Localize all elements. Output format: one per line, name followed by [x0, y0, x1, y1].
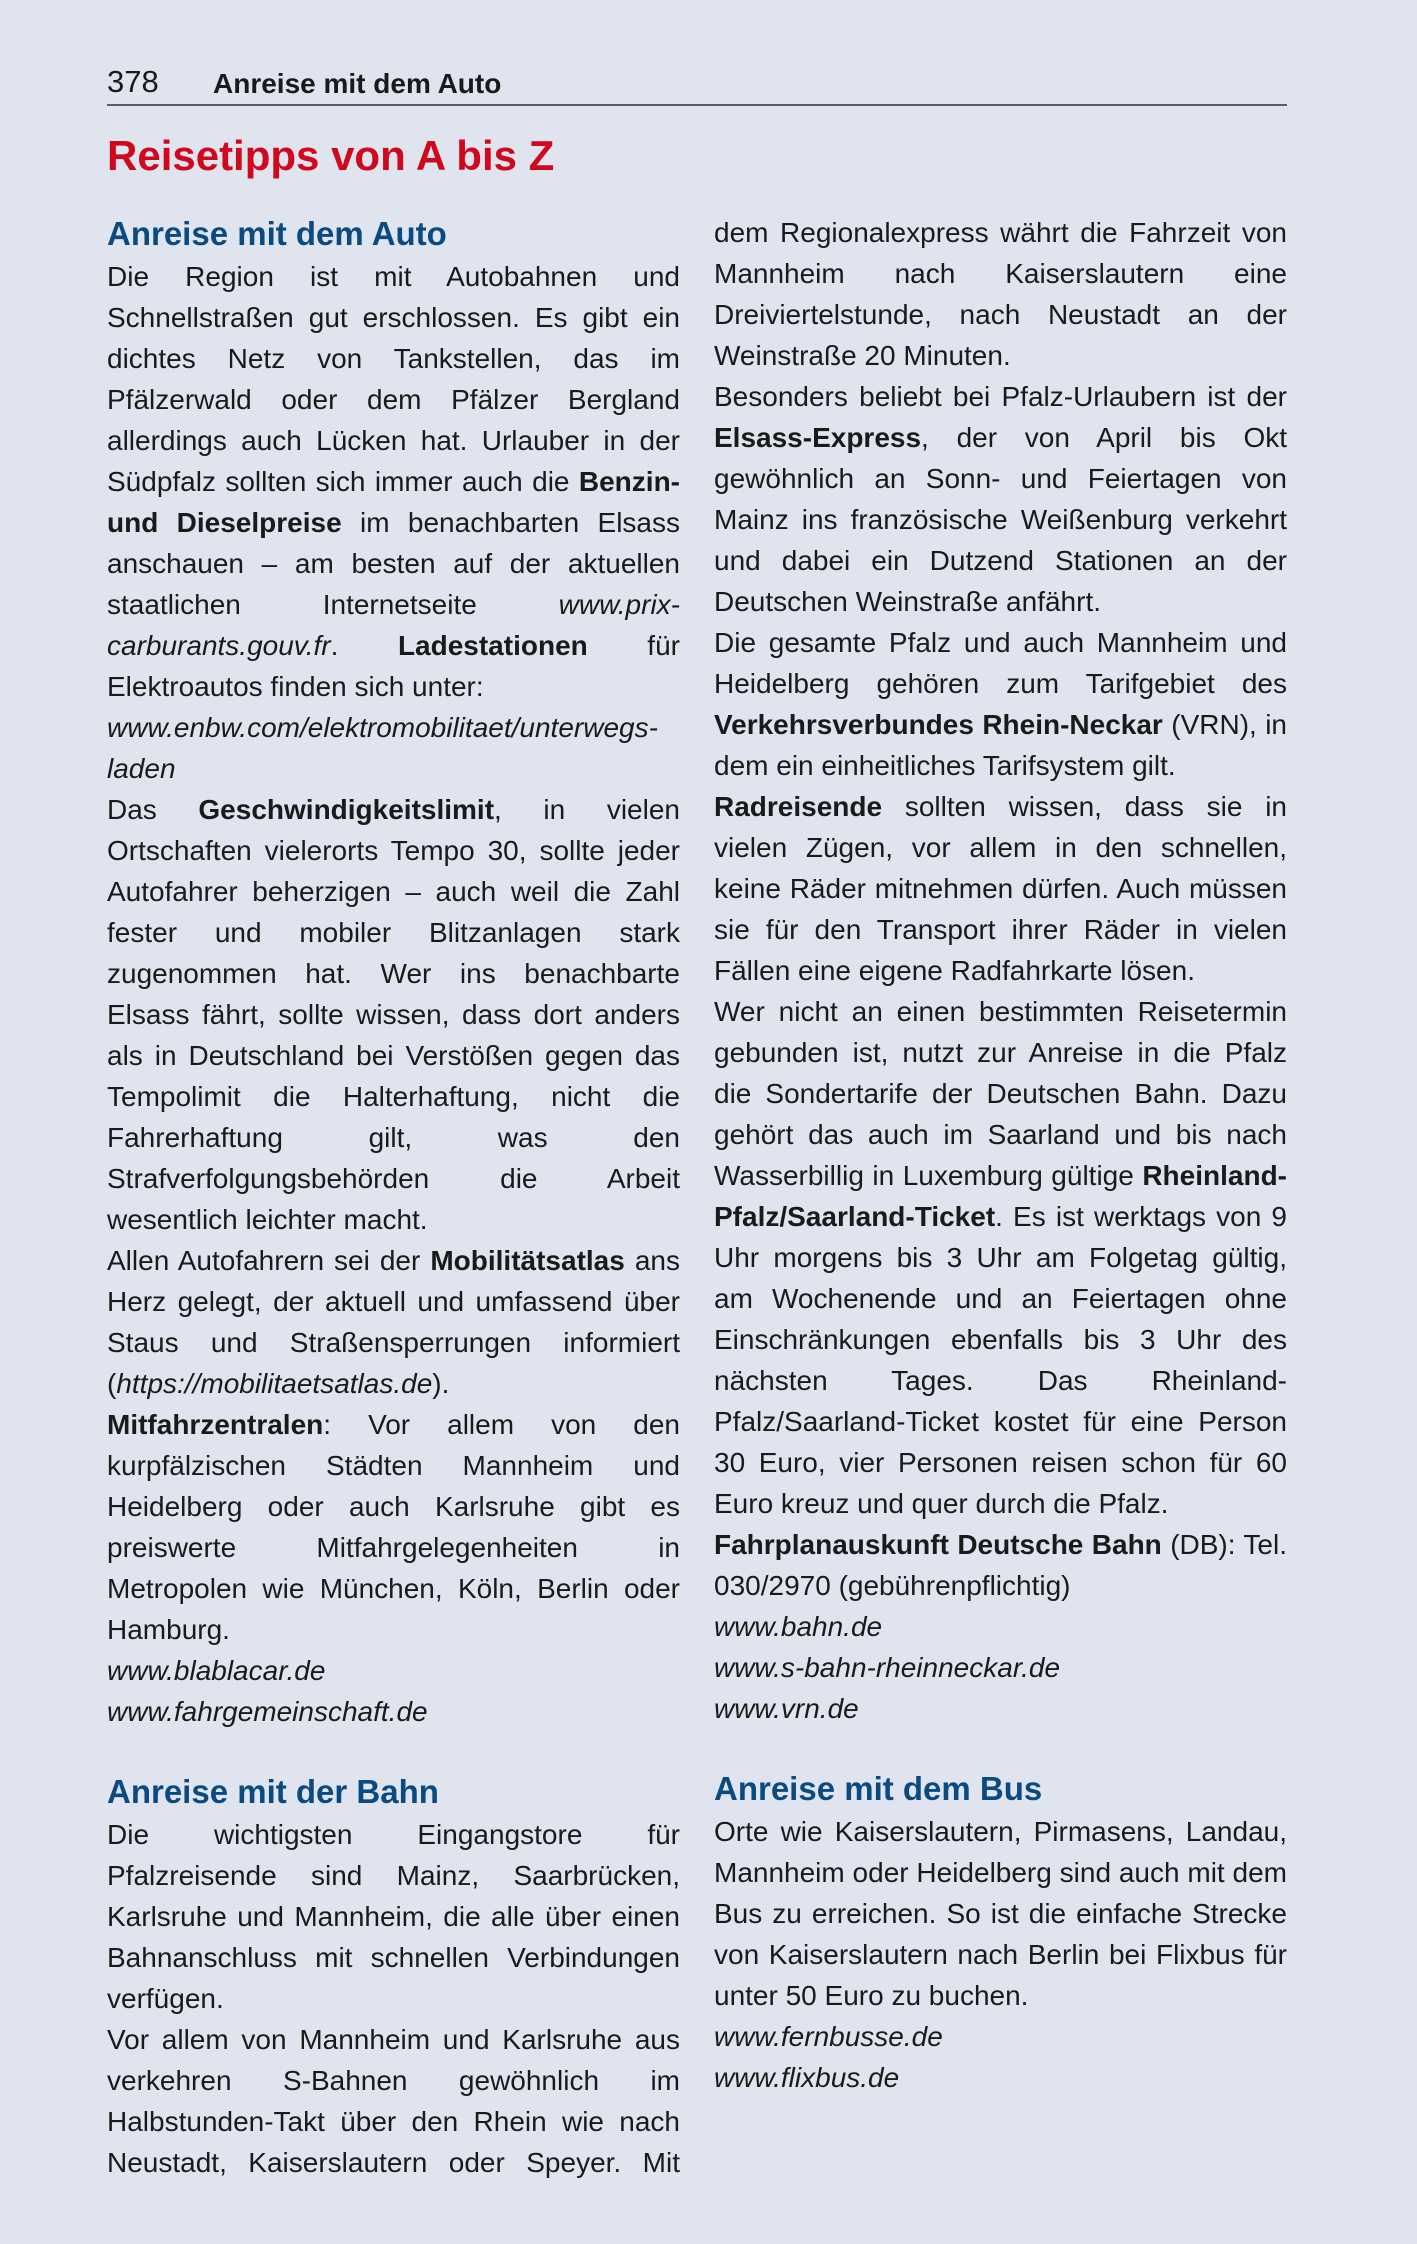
paragraph [714, 1688, 1287, 1729]
bold-term: Radreisende [714, 791, 883, 822]
paragraph [714, 622, 1287, 786]
text-run: (VRN), in dem ein einheitliches Tarifsystem gilt. [714, 709, 1287, 781]
text-run: , der von April bis Okt gewöhnlich an Sonn- und Feiertagen von Mainz ins französische Weißenburg verkehrt und dabei ein Dutzend Stationen an der Deutschen Weinstraße anfährt. [714, 422, 1287, 617]
bold-term: Rheinland-Pfalz/Saarland-Ticket [714, 1160, 1287, 1232]
text-column-left [107, 212, 680, 2183]
section-heading: Anreise mit dem Auto [107, 215, 447, 252]
text-run: (DB): Tel. 030/2970 (gebührenpflichtig) [714, 1529, 1287, 1601]
text-run: ). [432, 1368, 450, 1399]
paragraph [714, 1647, 1287, 1688]
web-link[interactable]: www.flixbus.de [714, 2062, 900, 2093]
page-number: 378 [107, 64, 159, 99]
text-run: für Elektroautos finden sich unter: [107, 630, 680, 702]
bold-term: Ladestationen [397, 630, 588, 661]
paragraph [107, 2019, 680, 2183]
text-run: Das [107, 794, 199, 825]
text-run: . [330, 630, 398, 661]
bold-term: Mobilitätsatlas [430, 1245, 625, 1276]
text-run: Allen Autofahrern sei der [107, 1245, 431, 1276]
text-run: . Es ist werktags von 9 Uhr morgens bis 3 Uhr am Folgetag gültig, am Wochenende und an Feiertagen ohne Einschränkungen ebenfalls bis 3 Uhr des nächsten Tages. Das Rheinland-Pfalz/Saarland-Ticket kostet für eine Person 30 Euro, vier Personen reisen schon für 60 Euro kreuz und quer durch die Pfalz. [714, 1201, 1287, 1519]
bold-term: Geschwindigkeitslimit [198, 794, 495, 825]
text-run: Die Region ist mit Autobahnen und Schnellstraßen gut erschlossen. Es gibt ein dichtes Netz von Tankstellen, das im Pfälzerwald oder dem Pfälzer Bergland allerdings auch Lücken hat. Urlauber in der Südpfalz sollten sich immer auch die [107, 261, 680, 497]
paragraph [714, 2057, 1287, 2098]
text-run: Vor allem von Mannheim und Karlsruhe aus verkehren S-Bahnen gewöhnlich im Halbstunden-Takt über den Rhein wie nach Neustadt, Kaiserslautern oder Speyer. Mit [107, 2024, 680, 2178]
paragraph [714, 1524, 1287, 1606]
text-run: Die wichtigsten Eingangstore für Pfalzreisende sind Mainz, Saarbrücken, Karlsruhe und Mannheim, die alle über einen Bahnanschluss mit schnellen Verbindungen verfügen. [107, 1819, 680, 2014]
web-link[interactable]: www.s-bahn-rheinneckar.de [714, 1652, 1061, 1683]
paragraph [107, 1814, 680, 2019]
bold-term: Verkehrsverbundes Rhein-Neckar [714, 709, 1163, 740]
web-link[interactable]: www.vrn.de [714, 1693, 859, 1724]
web-link[interactable]: https://mobilitaetsatlas.de [116, 1368, 433, 1399]
web-link[interactable]: www.blablacar.de [107, 1655, 326, 1686]
web-link[interactable]: www.fernbusse.de [714, 2021, 943, 2052]
text-run: Wer nicht an einen bestimmten Reisetermin gebunden ist, nutzt zur Anreise in die Pfalz die Sondertarife der Deutschen Bahn. Dazu gehört das auch im Saarland und bis nach Wasserbillig in Luxemburg gültige [714, 996, 1287, 1191]
bold-term: Fahrplanauskunft Deutsche Bahn [714, 1529, 1162, 1560]
running-header [107, 62, 1287, 106]
web-link[interactable]: www.bahn.de [714, 1611, 883, 1642]
running-title: Anreise mit dem Auto [213, 68, 502, 99]
text-column-right [714, 212, 1287, 2098]
paragraph [107, 1240, 680, 1404]
text-run: im benachbarten Elsass anschauen – am besten auf der aktuellen staatlichen Internetseite [107, 507, 680, 620]
section-heading: Anreise mit dem Bus [714, 1770, 1043, 1807]
paragraph [107, 707, 680, 789]
text-run: Orte wie Kaiserslautern, Pirmasens, Landau, Mannheim oder Heidelberg sind auch mit dem Bus zu erreichen. So ist die einfache Strecke von Kaiserslautern nach Berlin bei Flixbus für unter 50 Euro zu buchen. [714, 1816, 1287, 2011]
bold-term: Benzin- und Dieselpreise [107, 466, 680, 538]
bold-term: Mitfahrzentralen [107, 1409, 324, 1440]
text-run: ans Herz gelegt, der aktuell und umfassend über Staus und Straßensperrungen informiert ( [107, 1245, 680, 1399]
text-run: , in vielen Ortschaften vielerorts Tempo 30, sollte jeder Autofahrer beherzigen – auch weil die Zahl fester und mobiler Blitzanlagen stark zugenommen hat. Wer ins benachbarte Elsass fährt, sollte wissen, dass dort anders als in Deutschland bei Verstößen gegen das Tempolimit die Halterhaftung, nicht die Fahrerhaftung gilt, was den Strafverfolgungsbehörden die Arbeit wesentlich leichter macht. [107, 794, 680, 1235]
paragraph [714, 1606, 1287, 1647]
paragraph [107, 789, 680, 1240]
paragraph [714, 2016, 1287, 2057]
paragraph [107, 1404, 680, 1650]
web-link[interactable]: www.enbw.com/elektromobilitaet/unterwegs-laden [107, 712, 658, 784]
text-run: Die gesamte Pfalz und auch Mannheim und Heidelberg gehören zum Tarifgebiet des [714, 627, 1287, 699]
page-title: Reisetipps von A bis Z [107, 132, 555, 179]
paragraph [714, 786, 1287, 991]
section-heading: Anreise mit der Bahn [107, 1773, 439, 1810]
paragraph [107, 1650, 680, 1691]
bold-term: Elsass-Express [714, 422, 922, 453]
paragraph [714, 1811, 1287, 2016]
paragraph [714, 991, 1287, 1524]
paragraph [714, 212, 1287, 376]
text-run: : Vor allem von den kurpfälzischen Städten Mannheim und Heidelberg oder auch Karlsruhe gibt es preiswerte Mitfahrgelegenheiten in Metropolen wie München, Köln, Berlin oder Hamburg. [107, 1409, 680, 1645]
text-run: Besonders beliebt bei Pfalz-Urlaubern ist der [714, 381, 1287, 412]
paragraph [107, 1691, 680, 1732]
text-run: dem Regionalexpress währt die Fahrzeit von Mannheim nach Kaiserslautern eine Dreiviertelstunde, nach Neustadt an der Weinstraße 20 Minuten. [714, 217, 1287, 371]
text-run: sollten wissen, dass sie in vielen Zügen, vor allem in den schnellen, keine Räder mitnehmen dürfen. Auch müssen sie für den Transport ihrer Räder in vielen Fällen eine eigene Radfahrkarte lösen. [714, 791, 1287, 986]
web-link[interactable]: www.fahrgemeinschaft.de [107, 1696, 428, 1727]
paragraph [107, 256, 680, 707]
paragraph [714, 376, 1287, 622]
web-link[interactable]: www.prix-carburants.gouv.fr [107, 589, 680, 661]
